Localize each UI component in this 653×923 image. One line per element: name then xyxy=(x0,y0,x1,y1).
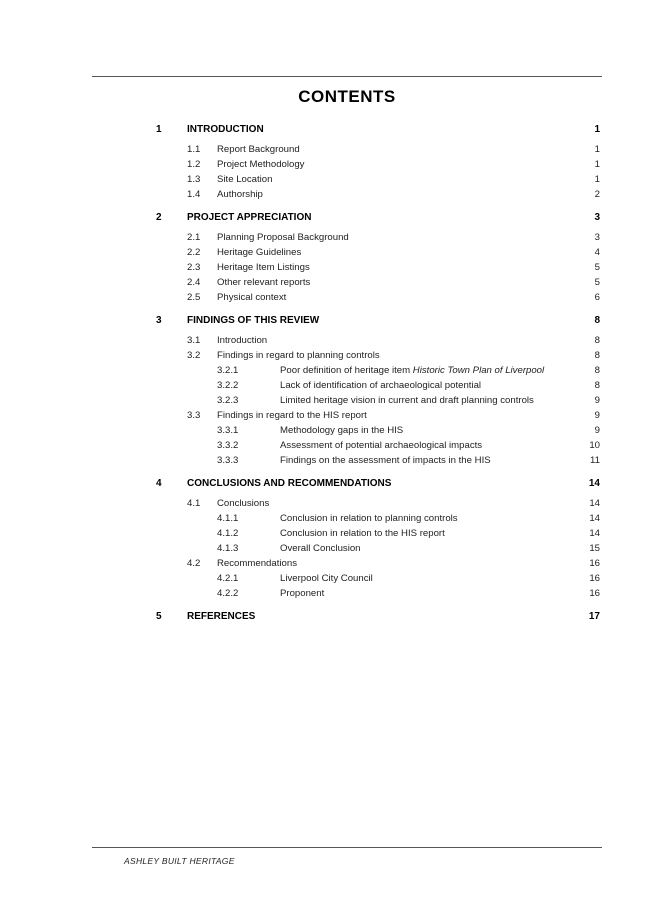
section-number: 3 xyxy=(156,315,162,326)
entry-number: 3.3.1 xyxy=(217,425,239,436)
entry-page: 16 xyxy=(589,558,600,569)
entry-title: Report Background xyxy=(217,144,300,155)
entry-number: 2.3 xyxy=(187,262,201,273)
entry-number: 1.4 xyxy=(187,189,201,200)
entry-page: 1 xyxy=(594,174,600,185)
entry-page: 14 xyxy=(589,513,600,524)
section-title: REFERENCES xyxy=(187,611,256,622)
entry-page: 4 xyxy=(594,247,600,258)
toc-entry[interactable] xyxy=(0,379,653,394)
toc-section[interactable] xyxy=(0,609,653,629)
entry-number: 3.2.2 xyxy=(217,380,239,391)
toc-entry[interactable] xyxy=(0,454,653,469)
entry-number: 4.1.1 xyxy=(217,513,239,524)
entry-title: Lack of identification of archaeological potential xyxy=(280,380,482,391)
section-page: 17 xyxy=(588,611,600,622)
toc-entry[interactable] xyxy=(0,527,653,542)
entry-page: 11 xyxy=(590,455,600,466)
entry-title: Limited heritage vision in current and draft planning controls xyxy=(280,395,534,406)
entry-page: 9 xyxy=(594,410,600,421)
entry-page: 9 xyxy=(594,425,600,436)
entry-page: 16 xyxy=(589,573,600,584)
toc-section[interactable] xyxy=(0,210,653,230)
entry-number: 1.2 xyxy=(187,159,201,170)
toc-entry[interactable] xyxy=(0,394,653,409)
entry-title-prefix: Poor definition of heritage item xyxy=(280,365,413,376)
toc-entry[interactable] xyxy=(0,291,653,306)
entry-title: Liverpool City Council xyxy=(280,573,373,584)
entry-number: 3.3 xyxy=(187,410,201,421)
entry-page: 8 xyxy=(594,350,600,361)
section-number: 2 xyxy=(156,212,162,223)
section-number: 1 xyxy=(156,124,162,135)
entry-page: 6 xyxy=(594,292,600,303)
entry-page: 3 xyxy=(594,232,600,243)
entry-title: Project Methodology xyxy=(217,159,305,170)
toc-entry[interactable] xyxy=(0,173,653,188)
entry-page: 5 xyxy=(594,277,600,288)
section-number: 5 xyxy=(156,611,162,622)
toc-entry[interactable] xyxy=(0,143,653,158)
entry-number: 4.2.1 xyxy=(217,573,239,584)
entry-title: Findings on the assessment of impacts in the HIS xyxy=(280,455,491,466)
section-page: 3 xyxy=(594,212,600,223)
toc-entry[interactable] xyxy=(0,246,653,261)
entry-title: Proponent xyxy=(280,588,325,599)
footer-text: ASHLEY BUILT HERITAGE xyxy=(124,856,235,866)
entry-title: Findings in regard to the HIS report xyxy=(217,410,367,421)
entry-number: 1.1 xyxy=(187,144,201,155)
entry-number: 3.3.2 xyxy=(217,440,239,451)
entry-number: 1.3 xyxy=(187,174,201,185)
entry-page: 1 xyxy=(594,159,600,170)
entry-page: 14 xyxy=(589,498,600,509)
header-rule xyxy=(92,76,602,77)
entry-page: 16 xyxy=(589,588,600,599)
toc-entry[interactable] xyxy=(0,158,653,173)
table-of-contents xyxy=(0,122,653,629)
entry-number: 2.1 xyxy=(187,232,201,243)
entry-number: 3.2 xyxy=(187,350,201,361)
entry-page: 2 xyxy=(594,189,600,200)
section-page: 14 xyxy=(588,478,600,489)
entry-title: Other relevant reports xyxy=(217,277,311,288)
entry-number: 3.2.3 xyxy=(217,395,239,406)
toc-section[interactable] xyxy=(0,313,653,333)
entry-title: Recommendations xyxy=(217,558,297,569)
entry-page: 5 xyxy=(594,262,600,273)
entry-title: Heritage Guidelines xyxy=(217,247,302,258)
entry-title: Findings in regard to planning controls xyxy=(217,350,380,361)
toc-entry[interactable] xyxy=(0,276,653,291)
section-title: PROJECT APPRECIATION xyxy=(187,212,312,223)
page-title: CONTENTS xyxy=(298,87,396,106)
toc-entry[interactable] xyxy=(0,334,653,349)
entry-number: 4.2.2 xyxy=(217,588,239,599)
footer-rule xyxy=(92,847,602,848)
entry-title: Site Location xyxy=(217,174,273,185)
toc-entry[interactable] xyxy=(0,542,653,557)
section-title: FINDINGS OF THIS REVIEW xyxy=(187,315,320,326)
entry-page: 15 xyxy=(589,543,600,554)
entry-number: 2.5 xyxy=(187,292,201,303)
toc-entry[interactable] xyxy=(0,188,653,203)
section-page: 8 xyxy=(594,315,600,326)
entry-title: Introduction xyxy=(217,335,268,346)
entry-title xyxy=(280,365,544,376)
entry-title: Overall Conclusion xyxy=(280,543,361,554)
entry-title: Planning Proposal Background xyxy=(217,232,349,243)
entry-number: 2.2 xyxy=(187,247,201,258)
section-number: 4 xyxy=(156,478,162,489)
toc-entry[interactable] xyxy=(0,439,653,454)
entry-page: 9 xyxy=(594,395,600,406)
toc-entry[interactable] xyxy=(0,557,653,572)
entry-number: 2.4 xyxy=(187,277,201,288)
entry-number: 4.2 xyxy=(187,558,201,569)
entry-page: 8 xyxy=(594,335,600,346)
toc-entry[interactable] xyxy=(0,349,653,364)
toc-entry[interactable] xyxy=(0,497,653,512)
entry-title: Methodology gaps in the HIS xyxy=(280,425,404,436)
entry-number: 3.2.1 xyxy=(217,365,239,376)
entry-number: 4.1.3 xyxy=(217,543,239,554)
toc-entry[interactable] xyxy=(0,512,653,527)
entry-page: 10 xyxy=(589,440,600,451)
toc-entry[interactable] xyxy=(0,261,653,276)
toc-entry[interactable] xyxy=(0,572,653,587)
entry-title: Conclusions xyxy=(217,498,270,509)
entry-page: 8 xyxy=(594,380,600,391)
entry-number: 3.3.3 xyxy=(217,455,239,466)
section-title: INTRODUCTION xyxy=(187,124,264,135)
toc-section[interactable] xyxy=(0,476,653,496)
entry-title: Conclusion in relation to the HIS report xyxy=(280,528,445,539)
toc-entry[interactable] xyxy=(0,409,653,424)
entry-page: 8 xyxy=(594,365,600,376)
toc-entry[interactable] xyxy=(0,587,653,602)
section-page: 1 xyxy=(594,124,600,135)
toc-entry[interactable] xyxy=(0,364,653,379)
entry-number: 4.1 xyxy=(187,498,201,509)
entry-page: 14 xyxy=(589,528,600,539)
entry-page: 1 xyxy=(594,144,600,155)
toc-section[interactable] xyxy=(0,122,653,142)
section-title: CONCLUSIONS AND RECOMMENDATIONS xyxy=(187,478,392,489)
toc-entry[interactable] xyxy=(0,231,653,246)
entry-title: Heritage Item Listings xyxy=(217,262,310,273)
toc-entry[interactable] xyxy=(0,424,653,439)
entry-number: 3.1 xyxy=(187,335,201,346)
entry-title: Assessment of potential archaeological impacts xyxy=(280,440,483,451)
entry-title: Conclusion in relation to planning controls xyxy=(280,513,458,524)
entry-title: Physical context xyxy=(217,292,287,303)
entry-number: 4.1.2 xyxy=(217,528,239,539)
entry-title: Authorship xyxy=(217,189,263,200)
entry-title-italic: Historic Town Plan of Liverpool xyxy=(412,365,545,376)
